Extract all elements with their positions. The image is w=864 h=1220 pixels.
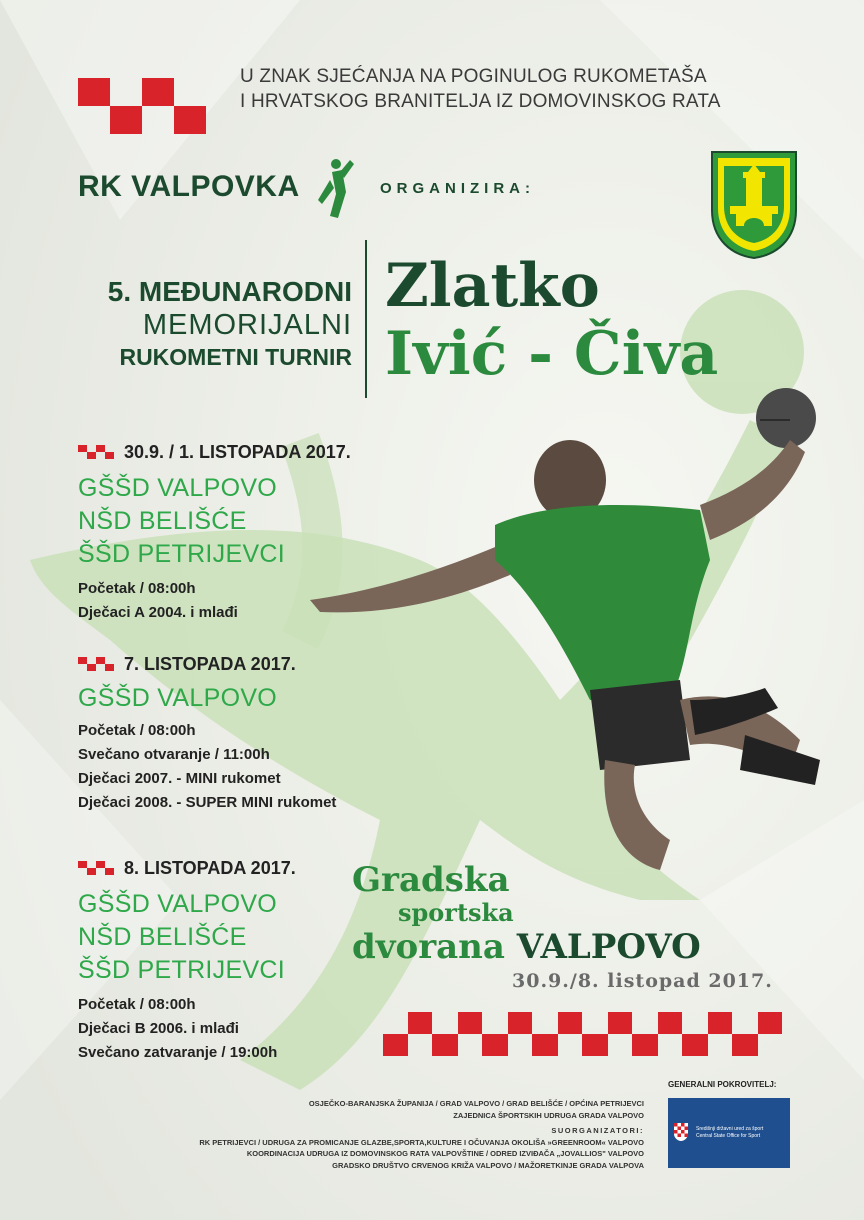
checkered-icon: [78, 657, 114, 671]
schedule-info: Početak / 08:00h: [78, 996, 196, 1013]
sponsor-line: KOORDINACIJA UDRUGA IZ DOMOVINSKOG RATA VALPOVŠTINE / ODRED IZVIĐAČA „JOVALLIOS" VALPOVO: [246, 1149, 644, 1158]
sponsors-block: [199, 1098, 644, 1171]
schedule-info: Svečano zatvaranje / 19:00h: [78, 1044, 278, 1061]
schedule-info: Svečano otvaranje / 11:00h: [78, 746, 270, 763]
sponsor-line: RK PETRIJEVCI / UDRUGA ZA PROMICANJE GLAZBE,SPORTA,KULTURE I OČUVANJA OKOLIŠA »GREENROOM« VALPOVO: [199, 1137, 644, 1147]
organizer-label: ORGANIZIRA:: [380, 180, 535, 197]
title-divider: [365, 240, 367, 398]
tournament-title: [108, 276, 352, 372]
schedule-info: Početak / 08:00h: [78, 722, 196, 739]
croatian-shield-icon: [674, 1123, 688, 1141]
sponsor-line: ZAJEDNICA ŠPORTSKIH UDRUGA GRADA VALPOVO: [453, 1110, 644, 1120]
venue: GŠŠD VALPOVO: [78, 474, 278, 502]
honoree-name: [385, 252, 718, 388]
club-name: RK VALPOVKA: [78, 170, 300, 203]
venue: NŠD BELIŠĆE: [78, 507, 247, 535]
venue: ŠŠD PETRIJEVCI: [78, 540, 286, 568]
event-dates: 30.9./8. listopad 2017.: [512, 970, 773, 992]
schedule-info: Dječaci 2007. - MINI rukomet: [78, 770, 281, 787]
venue: NŠD BELIŠĆE: [78, 923, 247, 951]
general-sponsor-name-en: Central State Office for Sport: [696, 1133, 761, 1139]
dedication-line-2: I HRVATSKOG BRANITELJA IZ DOMOVINSKOG RATA: [240, 91, 721, 112]
venue: GŠŠD VALPOVO: [78, 890, 278, 918]
schedule-date: 7. LISTOPADA 2017.: [124, 653, 296, 674]
tournament-line-3: RUKOMETNI TURNIR: [119, 344, 352, 370]
schedule-info: Dječaci 2008. - SUPER MINI rukomet: [78, 794, 337, 811]
valpovo-coat-of-arms: [712, 152, 796, 258]
sports-hall-title: [352, 862, 701, 966]
checkered-icon: [78, 861, 114, 875]
schedule-day-2: [78, 652, 336, 815]
hall-line-3: [352, 928, 701, 966]
dedication-line-1: U ZNAK SJEĆANJA NA POGINULOG RUKOMETAŠA: [240, 66, 707, 87]
sponsor-line: GRADSKO DRUŠTVO CRVENOG KRIŽA VALPOVO / MAŽORETKINJE GRADA VALPOVA: [332, 1160, 644, 1170]
schedule-info: Dječaci B 2006. i mlađi: [78, 1020, 239, 1037]
hall-line-1: Gradska: [352, 860, 510, 900]
checkered-icon: [78, 445, 114, 459]
memorial-dedication: [240, 64, 721, 114]
general-sponsor-label: GENERALNI POKROVITELJ:: [668, 1080, 777, 1089]
hall-line-2: sportska: [398, 898, 514, 927]
schedule-day-1: [78, 440, 351, 625]
tournament-line-1: 5. MEĐUNARODNI: [107, 276, 352, 307]
venue: GŠŠD VALPOVO: [78, 684, 278, 712]
schedule-day-3: [78, 856, 296, 1065]
tournament-line-2: MEMORIJALNI: [142, 309, 352, 341]
coorganizers-label: SUORGANIZATORI:: [551, 1126, 644, 1135]
schedule-date: 8. LISTOPADA 2017.: [124, 857, 296, 878]
schedule-date: 30.9. / 1. LISTOPADA 2017.: [124, 441, 351, 462]
venue: ŠŠD PETRIJEVCI: [78, 956, 286, 984]
schedule-info: Početak / 08:00h: [78, 580, 196, 597]
general-sponsor-logo: [668, 1098, 790, 1168]
honoree-last-name: Ivić - Čiva: [385, 319, 719, 389]
general-sponsor-name-hr: Središnji državni ured za šport: [696, 1126, 764, 1132]
hall-word-dvorana: dvorana: [352, 927, 505, 967]
sponsor-line: OSJEČKO-BARANJSKA ŽUPANIJA / GRAD VALPOVO / GRAD BELIŠĆE / OPĆINA PETRIJEVCI: [308, 1099, 644, 1108]
honoree-first-name: Zlatko: [385, 251, 600, 321]
hall-word-valpovo: VALPOVO: [516, 927, 701, 967]
schedule-info: Dječaci A 2004. i mlađi: [78, 604, 238, 621]
